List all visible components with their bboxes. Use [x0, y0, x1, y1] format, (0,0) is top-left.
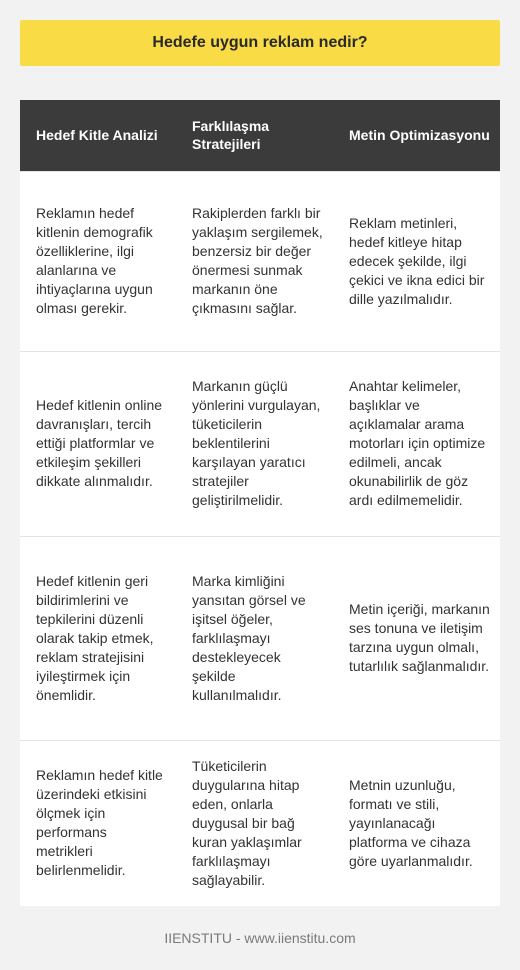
- page-title: Hedefe uygun reklam nedir?: [20, 20, 500, 66]
- table-cell: Reklamın hedef kitle üzerindeki etkisini ölçmek için performans metrikleri belirlenmelidir.: [20, 740, 176, 906]
- table-header-row: [20, 100, 500, 171]
- table-cell: Hedef kitlenin online davranışları, tercih ettiği platformlar ve etkileşim şekilleri dikkate alınmalıdır.: [20, 351, 176, 536]
- table-cell: Anahtar kelimeler, başlıklar ve açıklamalar arama motorları için optimize edilmeli, ancak okunabilirlik de göz ardı edilmemelidir.: [333, 351, 500, 536]
- table-row: [20, 740, 500, 906]
- table-row: [20, 536, 500, 740]
- table-cell: Metin içeriği, markanın ses tonuna ve iletişim tarzına uygun olmalı, tutarlılık sağlanmalıdır.: [333, 536, 500, 740]
- table-row: [20, 351, 500, 536]
- table-cell: Metnin uzunluğu, formatı ve stili, yayınlanacağı platforma ve cihaza göre uyarlanmalıdır.: [333, 740, 500, 906]
- table-cell: Marka kimliğini yansıtan görsel ve işitsel öğeler, farklılaşmayı destekleyecek şekilde kullanılmalıdır.: [176, 536, 333, 740]
- table-cell: Hedef kitlenin geri bildirimlerini ve tepkilerini düzenli olarak takip etmek, reklam stratejisini iyileştirmek için önemlidir.: [20, 536, 176, 740]
- table-cell: Tüketicilerin duygularına hitap eden, onlarla duygusal bir bağ kuran yaklaşımlar farklılaşmayı sağlayabilir.: [176, 740, 333, 906]
- table-cell: Reklamın hedef kitlenin demografik özelliklerine, ilgi alanlarına ve ihtiyaçlarına uygun olması gerekir.: [20, 171, 176, 351]
- table-cell: Markanın güçlü yönlerini vurgulayan, tüketicilerin beklentilerini karşılayan yaratıcı stratejiler geliştirilmelidir.: [176, 351, 333, 536]
- table-cell: Rakiplerden farklı bir yaklaşım sergilemek, benzersiz bir değer önermesi sunmak markanın öne çıkmasını sağlar.: [176, 171, 333, 351]
- column-header-hedef-kitle: Hedef Kitle Analizi: [20, 100, 176, 171]
- table-row: [20, 171, 500, 351]
- column-header-farklilasma: Farklılaşma Stratejileri: [176, 100, 333, 171]
- comparison-table: [20, 100, 500, 906]
- table-cell: Reklam metinleri, hedef kitleye hitap edecek şekilde, ilgi çekici ve ikna edici bir dille yazılmalıdır.: [333, 171, 500, 351]
- footer-credit: IIENSTITU - www.iienstitu.com: [164, 930, 356, 946]
- column-header-metin: Metin Optimizasyonu: [333, 100, 500, 171]
